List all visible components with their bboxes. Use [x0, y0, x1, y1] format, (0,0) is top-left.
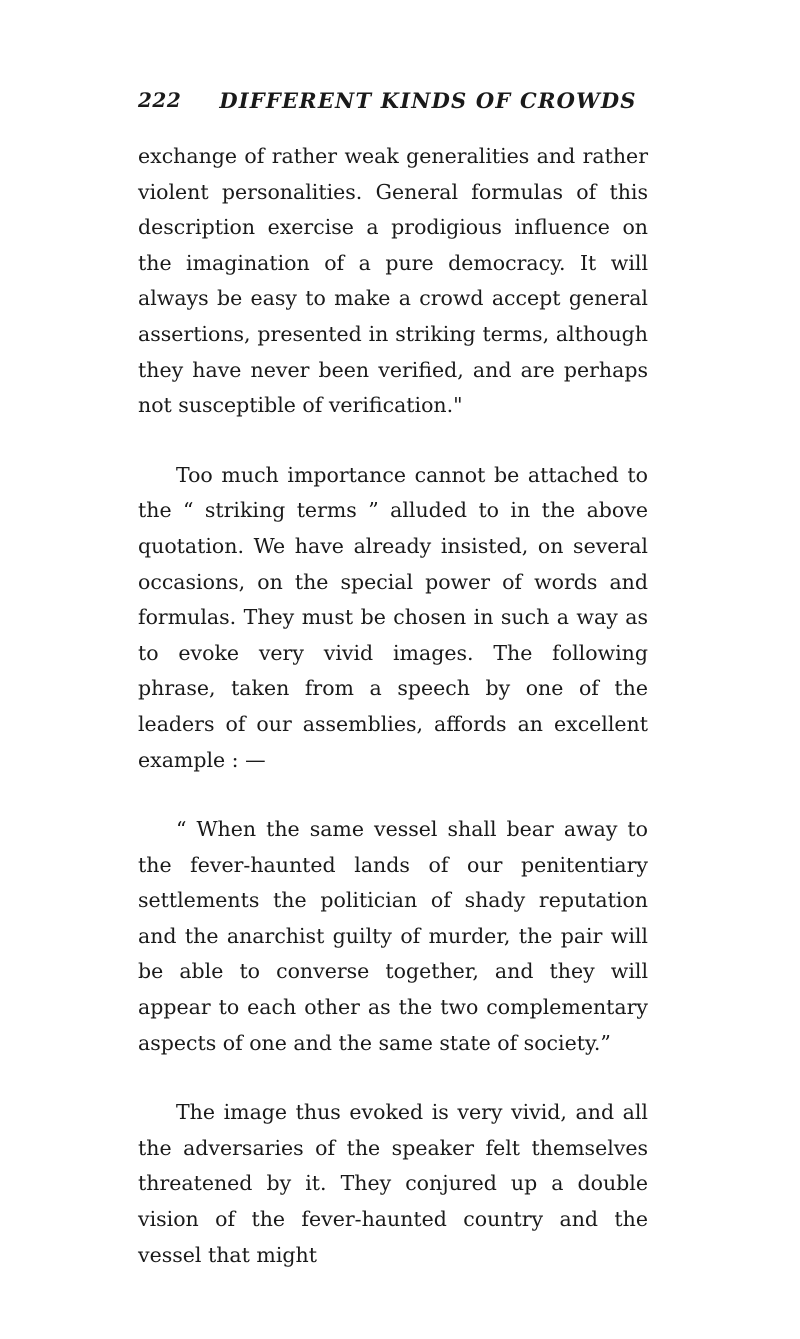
paragraph-continuation: exchange of rather weak generalities and rather violent personalities. General formulas of this description exercise a prodigious influence on the imagination of a pure democracy. It will always be easy to make a crowd accept general assertions, presented in striking terms, although they have never been verified, and are perhaps not susceptible of verification.": [138, 144, 648, 418]
paragraph-striking-terms: Too much importance cannot be attached to the “ striking terms ” alluded to in the above quotation. We have already insisted, on several occasions, on the special power of words and formulas. They must be chosen in such a way as to evoke very vivid images. The following phrase, taken from a speech by one of the leaders of our assemblies, affords an excellent example : —: [138, 462, 648, 772]
paragraph-quotation: “ When the same vessel shall bear away to the fever-haunted lands of our penitentiary settlements the politician of shady reputation and the anarchist guilty of murder, the pair will be able to converse together, and they will appear to each other as the two complementary aspects of one and the same state of society.”: [138, 817, 648, 1055]
page-number: 222: [138, 88, 182, 112]
running-head: [138, 88, 678, 118]
paragraph-image-evoked: The image thus evoked is very vivid, and all the adversaries of the speaker felt themselves threatened by it. They conjured up a double vision of the fever-haunted country and the vessel that might: [138, 1100, 648, 1267]
body-text: [138, 139, 648, 1273]
running-title: DIFFERENT KINDS OF CROWDS: [219, 88, 637, 113]
